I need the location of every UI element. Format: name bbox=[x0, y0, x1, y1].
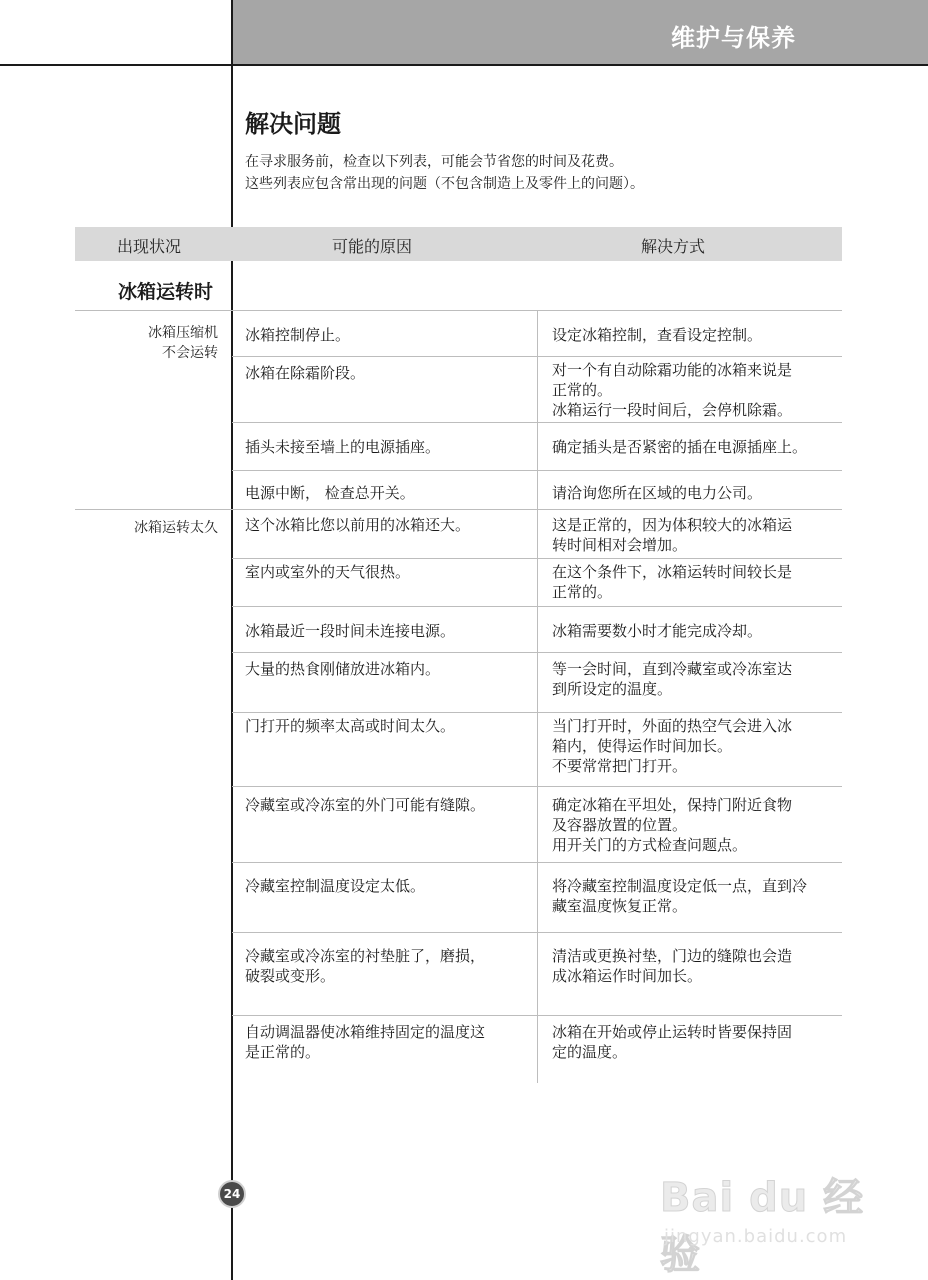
symptom-runs-too-long: 冰箱运转太久 bbox=[134, 520, 218, 536]
cause-cell: 冷藏室控制温度设定太低。 bbox=[245, 877, 426, 895]
solution-cell: 设定冰箱控制，查看设定控制。 bbox=[552, 326, 763, 344]
intro-line: 在寻求服务前，检查以下列表，可能会节省您的时间及花费。 bbox=[245, 154, 623, 170]
intro-text bbox=[245, 151, 644, 195]
table-rule bbox=[75, 509, 842, 510]
cause-cell: 这个冰箱比您以前用的冰箱还大。 bbox=[245, 516, 471, 534]
solution-cell: 请洽询您所在区域的电力公司。 bbox=[552, 484, 763, 502]
header-band bbox=[232, 0, 928, 64]
symptom-line: 不会运转 bbox=[162, 345, 218, 361]
group-title: 冰箱运转时 bbox=[118, 281, 214, 303]
cause-cell: 门打开的频率太高或时间太久。 bbox=[245, 717, 456, 735]
table-rule bbox=[75, 310, 842, 311]
column-symptom: 出现状况 bbox=[117, 237, 182, 256]
column-header-bar bbox=[75, 227, 842, 261]
solution-cell: 冰箱需要数小时才能完成冷却。 bbox=[552, 622, 763, 640]
column-divider bbox=[537, 310, 538, 1083]
solution-cell: 确定冰箱在平坦处，保持门附近食物 及容器放置的位置。 用开关门的方式检查问题点。 bbox=[552, 796, 793, 854]
cause-cell: 插头未接至墙上的电源插座。 bbox=[245, 438, 441, 456]
page-number-badge: 24 bbox=[218, 1180, 246, 1208]
symptom-line: 冰箱压缩机 bbox=[148, 325, 218, 341]
column-solution: 解决方式 bbox=[641, 237, 706, 256]
watermark-url: jingyan.baidu.com bbox=[664, 1226, 848, 1247]
cause-cell: 冰箱最近一段时间未连接电源。 bbox=[245, 622, 456, 640]
cause-cell: 自动调温器使冰箱维持固定的温度这 是正常的。 bbox=[245, 1023, 486, 1061]
watermark-logo: Bai du 经验 bbox=[660, 1175, 865, 1278]
cause-cell: 大量的热食刚储放进冰箱内。 bbox=[245, 660, 441, 678]
cause-cell: 冰箱在除霜阶段。 bbox=[245, 364, 366, 382]
cause-cell: 电源中断， 检查总开关。 bbox=[245, 484, 415, 502]
solution-cell: 这是正常的，因为体积较大的冰箱运 转时间相对会增加。 bbox=[552, 516, 793, 554]
solution-cell: 在这个条件下，冰箱运转时间较长是 正常的。 bbox=[552, 563, 793, 601]
symptom-compressor bbox=[148, 323, 218, 363]
baidu-watermark bbox=[660, 1148, 890, 1278]
header-rule bbox=[0, 64, 928, 66]
cause-cell: 冰箱控制停止。 bbox=[245, 326, 351, 344]
solution-cell: 将冷藏室控制温度设定低一点，直到冷 藏室温度恢复正常。 bbox=[552, 877, 808, 915]
solution-cell: 对一个有自动除霜功能的冰箱来说是 正常的。 冰箱运行一段时间后，会停机除霜。 bbox=[552, 361, 793, 419]
solution-cell: 确定插头是否紧密的插在电源插座上。 bbox=[552, 438, 808, 456]
intro-line: 这些列表应包含常出现的问题（不包含制造上及零件上的问题）。 bbox=[245, 176, 644, 192]
header-title: 维护与保养 bbox=[671, 24, 796, 52]
solution-cell: 等一会时间，直到冷藏室或冷冻室达 到所设定的温度。 bbox=[552, 660, 793, 698]
cause-cell: 室内或室外的天气很热。 bbox=[245, 563, 411, 581]
section-title: 解决问题 bbox=[245, 110, 341, 138]
solution-cell: 清洁或更换衬垫，门边的缝隙也会造 成冰箱运作时间加长。 bbox=[552, 947, 793, 985]
solution-cell: 当门打开时，外面的热空气会进入冰 箱内，使得运作时间加长。 不要常常把门打开。 bbox=[552, 717, 793, 775]
cause-cell: 冷藏室或冷冻室的衬垫脏了，磨损， 破裂或变形。 bbox=[245, 947, 486, 985]
column-cause: 可能的原因 bbox=[332, 237, 413, 256]
cause-cell: 冷藏室或冷冻室的外门可能有缝隙。 bbox=[245, 796, 486, 814]
margin-rule bbox=[231, 0, 233, 1280]
solution-cell: 冰箱在开始或停止运转时皆要保持固 定的温度。 bbox=[552, 1023, 793, 1061]
